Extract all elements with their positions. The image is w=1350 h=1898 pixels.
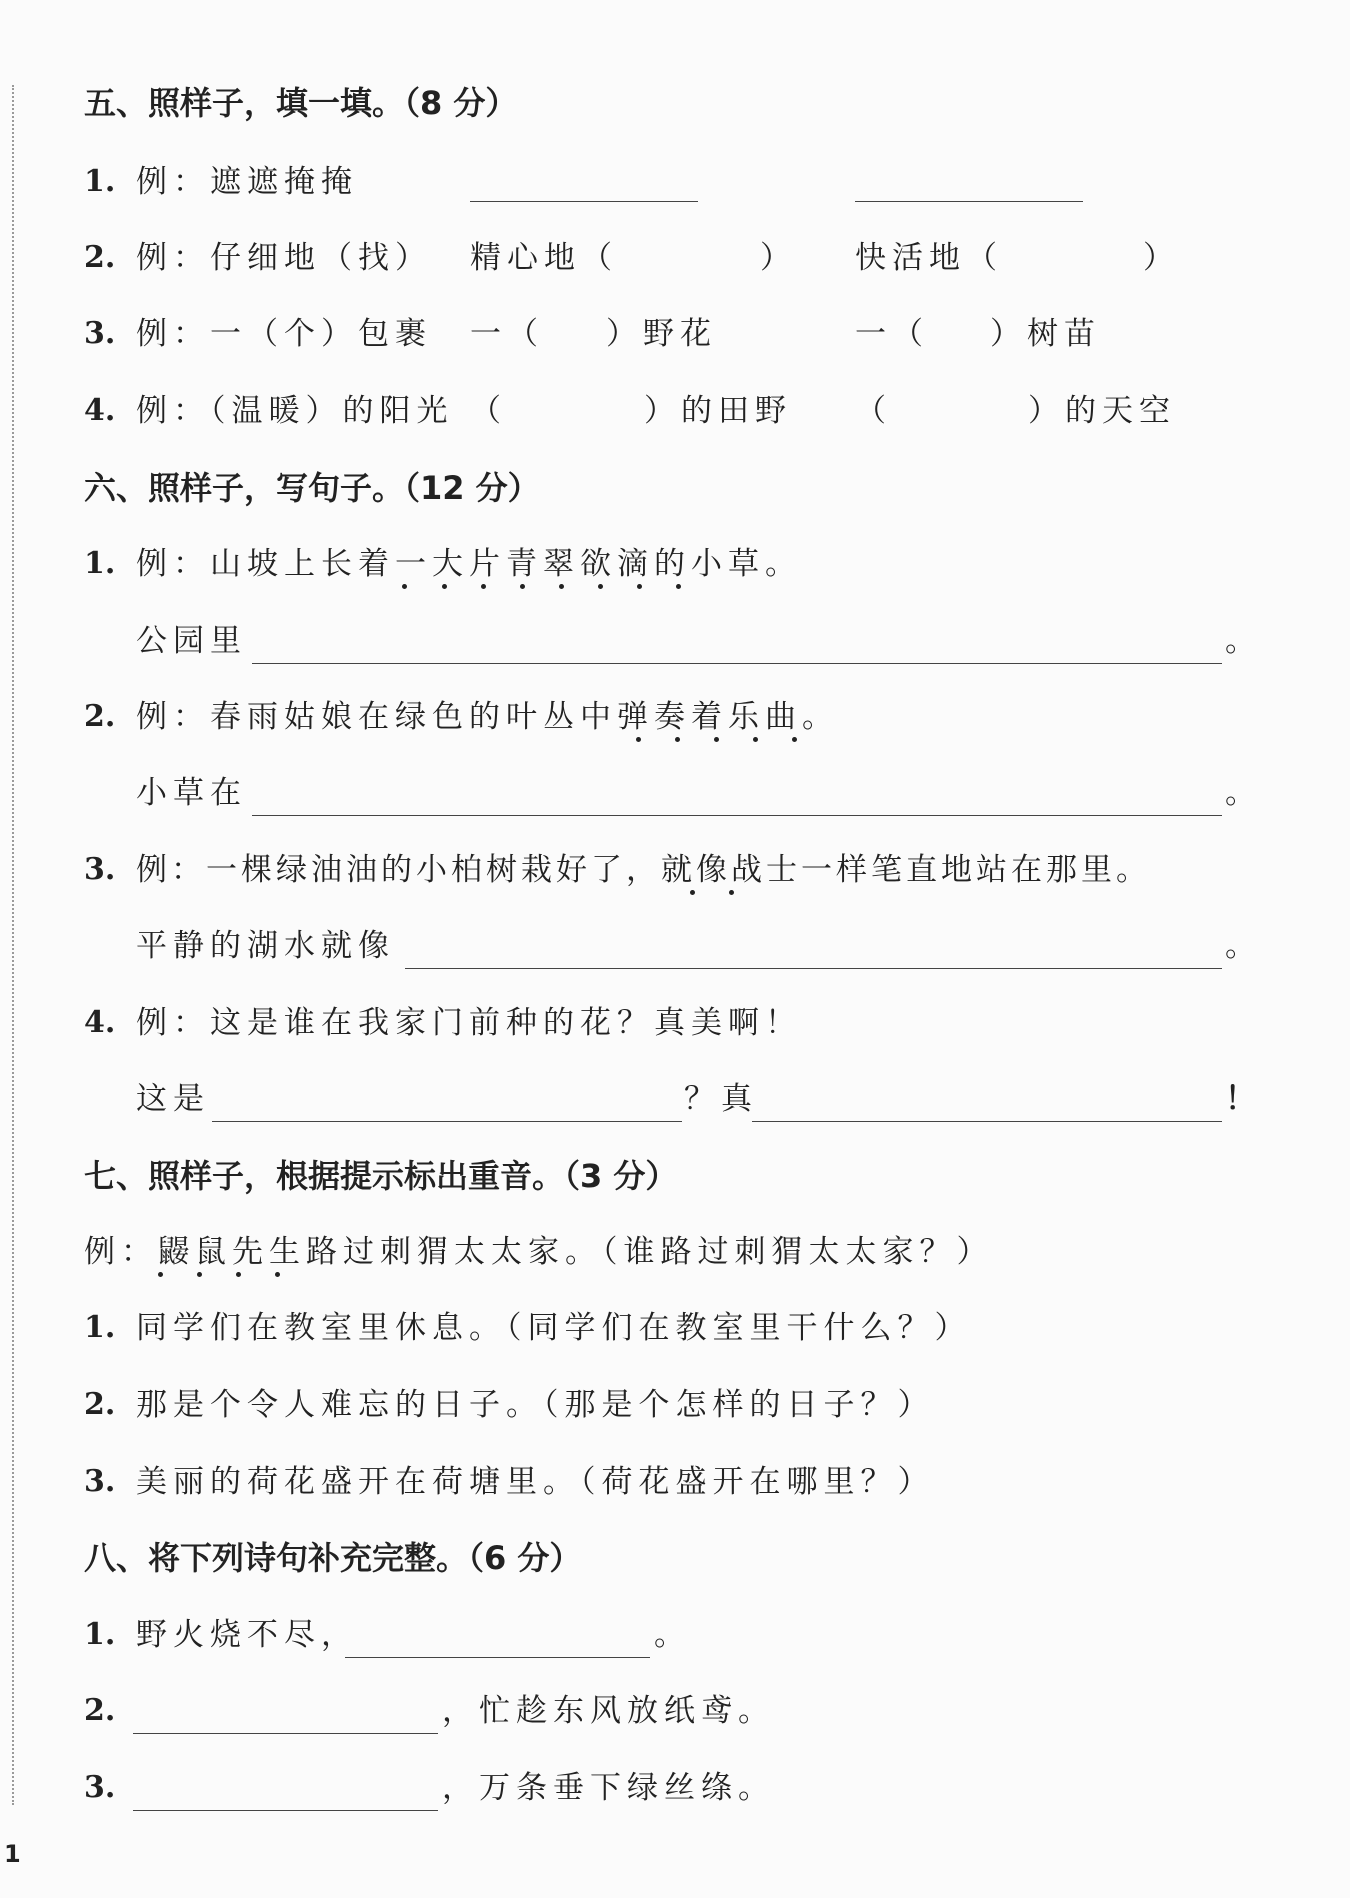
s7-example-row (0, 1222, 1350, 1282)
s5-q2-row (0, 228, 1350, 288)
s5-q2-item-b: 快活地（ (855, 240, 1003, 276)
emphasis-dot (636, 737, 641, 742)
page-number: 1 (4, 1840, 21, 1868)
s6-q4-answer-row (0, 1069, 1350, 1129)
emphasis-dot (637, 584, 642, 589)
section-5-title: 五、照样子，填一填。（8 分） (84, 84, 518, 122)
s8-q1-end: 。 (654, 1617, 691, 1653)
s6-q4-answer-blank-2[interactable] (752, 1121, 1222, 1122)
s6-q2-example: 例：春雨姑娘在绿色的叶丛中弹奏着乐曲。 (136, 699, 839, 735)
section-7-heading-row (0, 1146, 1350, 1206)
s6-q4-number: 4. (84, 1005, 116, 1040)
emphasis-dot (729, 890, 734, 895)
s5-q2-item-a: 精心地（ (470, 240, 618, 276)
s6-q1-prompt: 公园里 (136, 623, 247, 659)
s6-q3-example: 例：一棵绿油油的小柏树栽好了，就像战士一样笔直地站在那里。 (136, 852, 1151, 888)
s5-q3-example: 例：一（个）包裹 (136, 316, 432, 352)
s7-q3-number: 3. (84, 1464, 116, 1499)
s7-q1-number: 1. (84, 1310, 116, 1345)
s8-q1-answer-blank[interactable] (345, 1657, 650, 1658)
s6-q3-prompt: 平静的湖水就像 (136, 928, 395, 964)
s7-q2-row (0, 1375, 1350, 1435)
s7-q2-number: 2. (84, 1387, 116, 1422)
s8-q3-row (0, 1758, 1350, 1818)
s6-q1-answer-blank[interactable] (252, 663, 1222, 664)
emphasis-dot (197, 1272, 202, 1277)
s6-q1-example: 例：山坡上长着一大片青翠欲滴的小草。 (136, 546, 802, 582)
s7-example-emphasis-dots (0, 1272, 1350, 1280)
s5-q1-number: 1. (84, 164, 116, 199)
emphasis-dot (675, 737, 680, 742)
emphasis-dot (753, 737, 758, 742)
s8-q3-text: ，万条垂下绿丝绦。 (442, 1770, 775, 1806)
s7-q1-text[interactable]: 同学们在教室里休息。（同学们在教室里干什么？） (136, 1310, 972, 1346)
s6-q3-number: 3. (84, 852, 116, 887)
emphasis-dot (559, 584, 564, 589)
s8-q3-number: 3. (84, 1770, 116, 1805)
s7-q2-text[interactable]: 那是个令人难忘的日子。（那是个怎样的日子？） (136, 1387, 935, 1423)
s5-q4-item-b-close: ）的天空 (1028, 393, 1176, 429)
s7-q1-row (0, 1298, 1350, 1358)
section-5-heading-row (0, 73, 1350, 133)
s5-q2-number: 2. (84, 240, 116, 275)
s6-q3-answer-blank[interactable] (405, 968, 1222, 969)
s8-q2-row (0, 1681, 1350, 1741)
s5-q4-row (0, 381, 1350, 441)
s5-q3-item-b: 一（ (855, 316, 929, 352)
s6-q4-prompt: 这是 (136, 1081, 210, 1117)
section-8-title: 八、将下列诗句补充完整。（6 分） (84, 1539, 582, 1577)
emphasis-dot (442, 584, 447, 589)
emphasis-dot (481, 584, 486, 589)
s5-q3-item-a-close: ）野花 (606, 316, 717, 352)
s6-q2-number: 2. (84, 699, 116, 734)
s6-q2-end: 。 (1225, 775, 1262, 811)
s6-q2-answer-blank[interactable] (252, 815, 1222, 816)
s5-q1-row (0, 152, 1350, 212)
s7-q3-text[interactable]: 美丽的荷花盛开在荷塘里。（荷花盛开在哪里？） (136, 1464, 935, 1500)
s6-q1-emphasis-dots (0, 584, 1350, 592)
s6-q2-answer-row (0, 763, 1350, 823)
emphasis-dot (236, 1272, 241, 1277)
s8-q2-answer-blank[interactable] (133, 1733, 438, 1734)
s5-q3-row (0, 304, 1350, 364)
emphasis-dot (520, 584, 525, 589)
s5-q4-item-a-close: ）的田野 (644, 393, 792, 429)
section-8-heading-row (0, 1528, 1350, 1588)
s8-q1-number: 1. (84, 1617, 116, 1652)
s6-q4-answer-blank-1[interactable] (212, 1121, 682, 1122)
s6-q3-answer-row (0, 916, 1350, 976)
s5-q3-item-a: 一（ (470, 316, 544, 352)
s5-q4-number: 4. (84, 393, 116, 428)
s7-q3-row (0, 1452, 1350, 1512)
s8-q1-row (0, 1605, 1350, 1665)
emphasis-dot (402, 584, 407, 589)
s6-q4-end: ！ (1225, 1081, 1262, 1117)
s7-example: 例：鼹鼠先生路过刺猬太太家。（谁路过刺猬太太家？） (84, 1234, 994, 1270)
s6-q3-row (0, 840, 1350, 900)
emphasis-dot (158, 1272, 163, 1277)
s6-q3-end: 。 (1225, 928, 1262, 964)
s5-q2-item-a-close: ） (760, 240, 797, 276)
s6-q1-end: 。 (1225, 623, 1262, 659)
s5-q4-item-a: （ (470, 393, 507, 429)
emphasis-dot (275, 1272, 280, 1277)
section-6-heading-row (0, 458, 1350, 518)
s5-q2-item-b-close: ） (1143, 240, 1180, 276)
s5-q2-example: 例：仔细地（找） (136, 240, 432, 276)
s5-q4-item-b: （ (855, 393, 892, 429)
section-6-title: 六、照样子，写句子。（12 分） (84, 469, 540, 507)
s6-q2-prompt: 小草在 (136, 775, 247, 811)
section-7-title: 七、照样子，根据提示标出重音。（3 分） (84, 1157, 678, 1195)
s5-q1-answer-blank-1[interactable] (470, 201, 698, 202)
s6-q2-emphasis-dots (0, 737, 1350, 745)
emphasis-dot (792, 737, 797, 742)
s5-q3-number: 3. (84, 316, 116, 351)
s8-q3-answer-blank[interactable] (133, 1810, 438, 1811)
emphasis-dot (714, 737, 719, 742)
s6-q1-row (0, 534, 1350, 594)
emphasis-dot (690, 890, 695, 895)
s5-q1-example: 例：遮遮掩掩 (136, 164, 358, 200)
emphasis-dot (598, 584, 603, 589)
s5-q4-example: 例：（温暖）的阳光 (136, 393, 454, 429)
s6-q3-emphasis-dots (0, 890, 1350, 898)
s6-q1-answer-row (0, 611, 1350, 671)
s8-q1-text: 野火烧不尽， (136, 1617, 358, 1653)
s6-q4-row (0, 993, 1350, 1053)
s6-q1-number: 1. (84, 546, 116, 581)
s5-q1-answer-blank-2[interactable] (855, 201, 1083, 202)
s6-q2-row (0, 687, 1350, 747)
s6-q4-example: 例：这是谁在我家门前种的花？真美啊！ (136, 1005, 802, 1041)
s6-q4-mid: ？真 (684, 1081, 758, 1117)
s5-q3-item-b-close: ）树苗 (990, 316, 1101, 352)
emphasis-dot (676, 584, 681, 589)
s8-q2-number: 2. (84, 1693, 116, 1728)
s8-q2-text: ，忙趁东风放纸鸢。 (442, 1693, 775, 1729)
